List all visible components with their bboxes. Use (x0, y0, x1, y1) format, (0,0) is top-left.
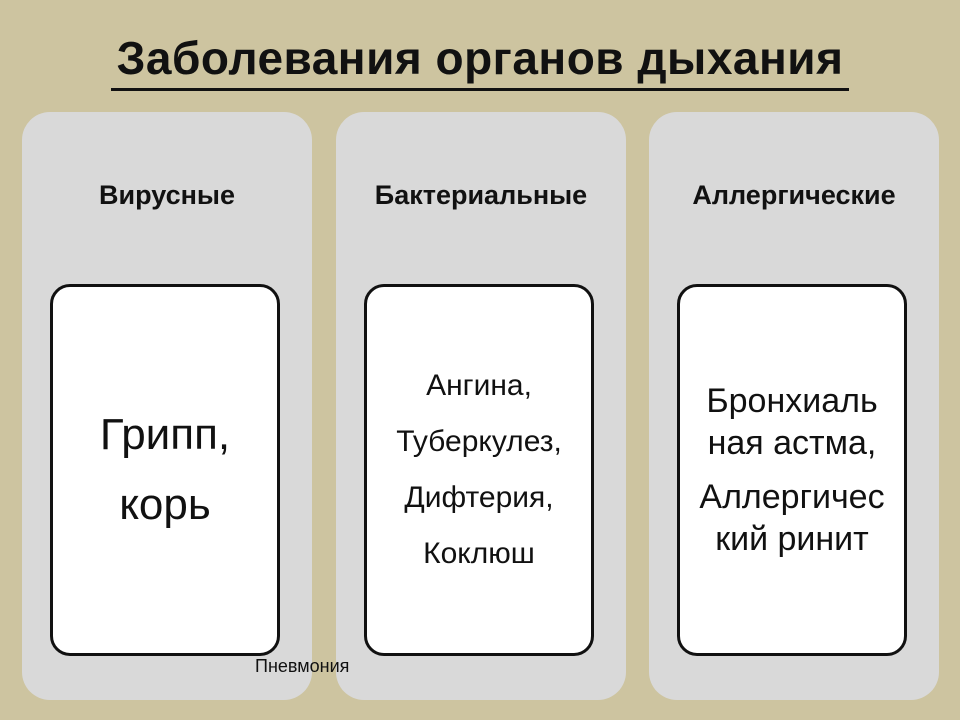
card-allergic (677, 284, 907, 656)
column-heading-viral: Вирусные (99, 180, 235, 210)
slide-title (0, 30, 960, 91)
card-item: Грипп, (99, 410, 231, 459)
card-viral (50, 284, 280, 656)
footnote-text: Пневмония (255, 656, 350, 676)
card-item: корь (119, 480, 211, 529)
card-item: Ангина, (426, 369, 532, 402)
card-item: Бронхиаль ная астма, (706, 382, 878, 462)
column-heading-bacterial: Бактериальные (374, 180, 588, 210)
card-item: Туберкулез, (396, 425, 562, 458)
column-heading-allergic: Аллергические (692, 180, 896, 210)
column-bacterial (336, 112, 626, 700)
column-allergic (649, 112, 939, 700)
card-item: Коклюш (423, 537, 535, 570)
column-viral (22, 112, 312, 700)
slide-title-text: Заболевания органов дыхания (111, 30, 850, 91)
card-item: Дифтерия, (404, 481, 554, 514)
card-item: Аллергичес кий ринит (699, 478, 885, 558)
card-bacterial (364, 284, 594, 656)
